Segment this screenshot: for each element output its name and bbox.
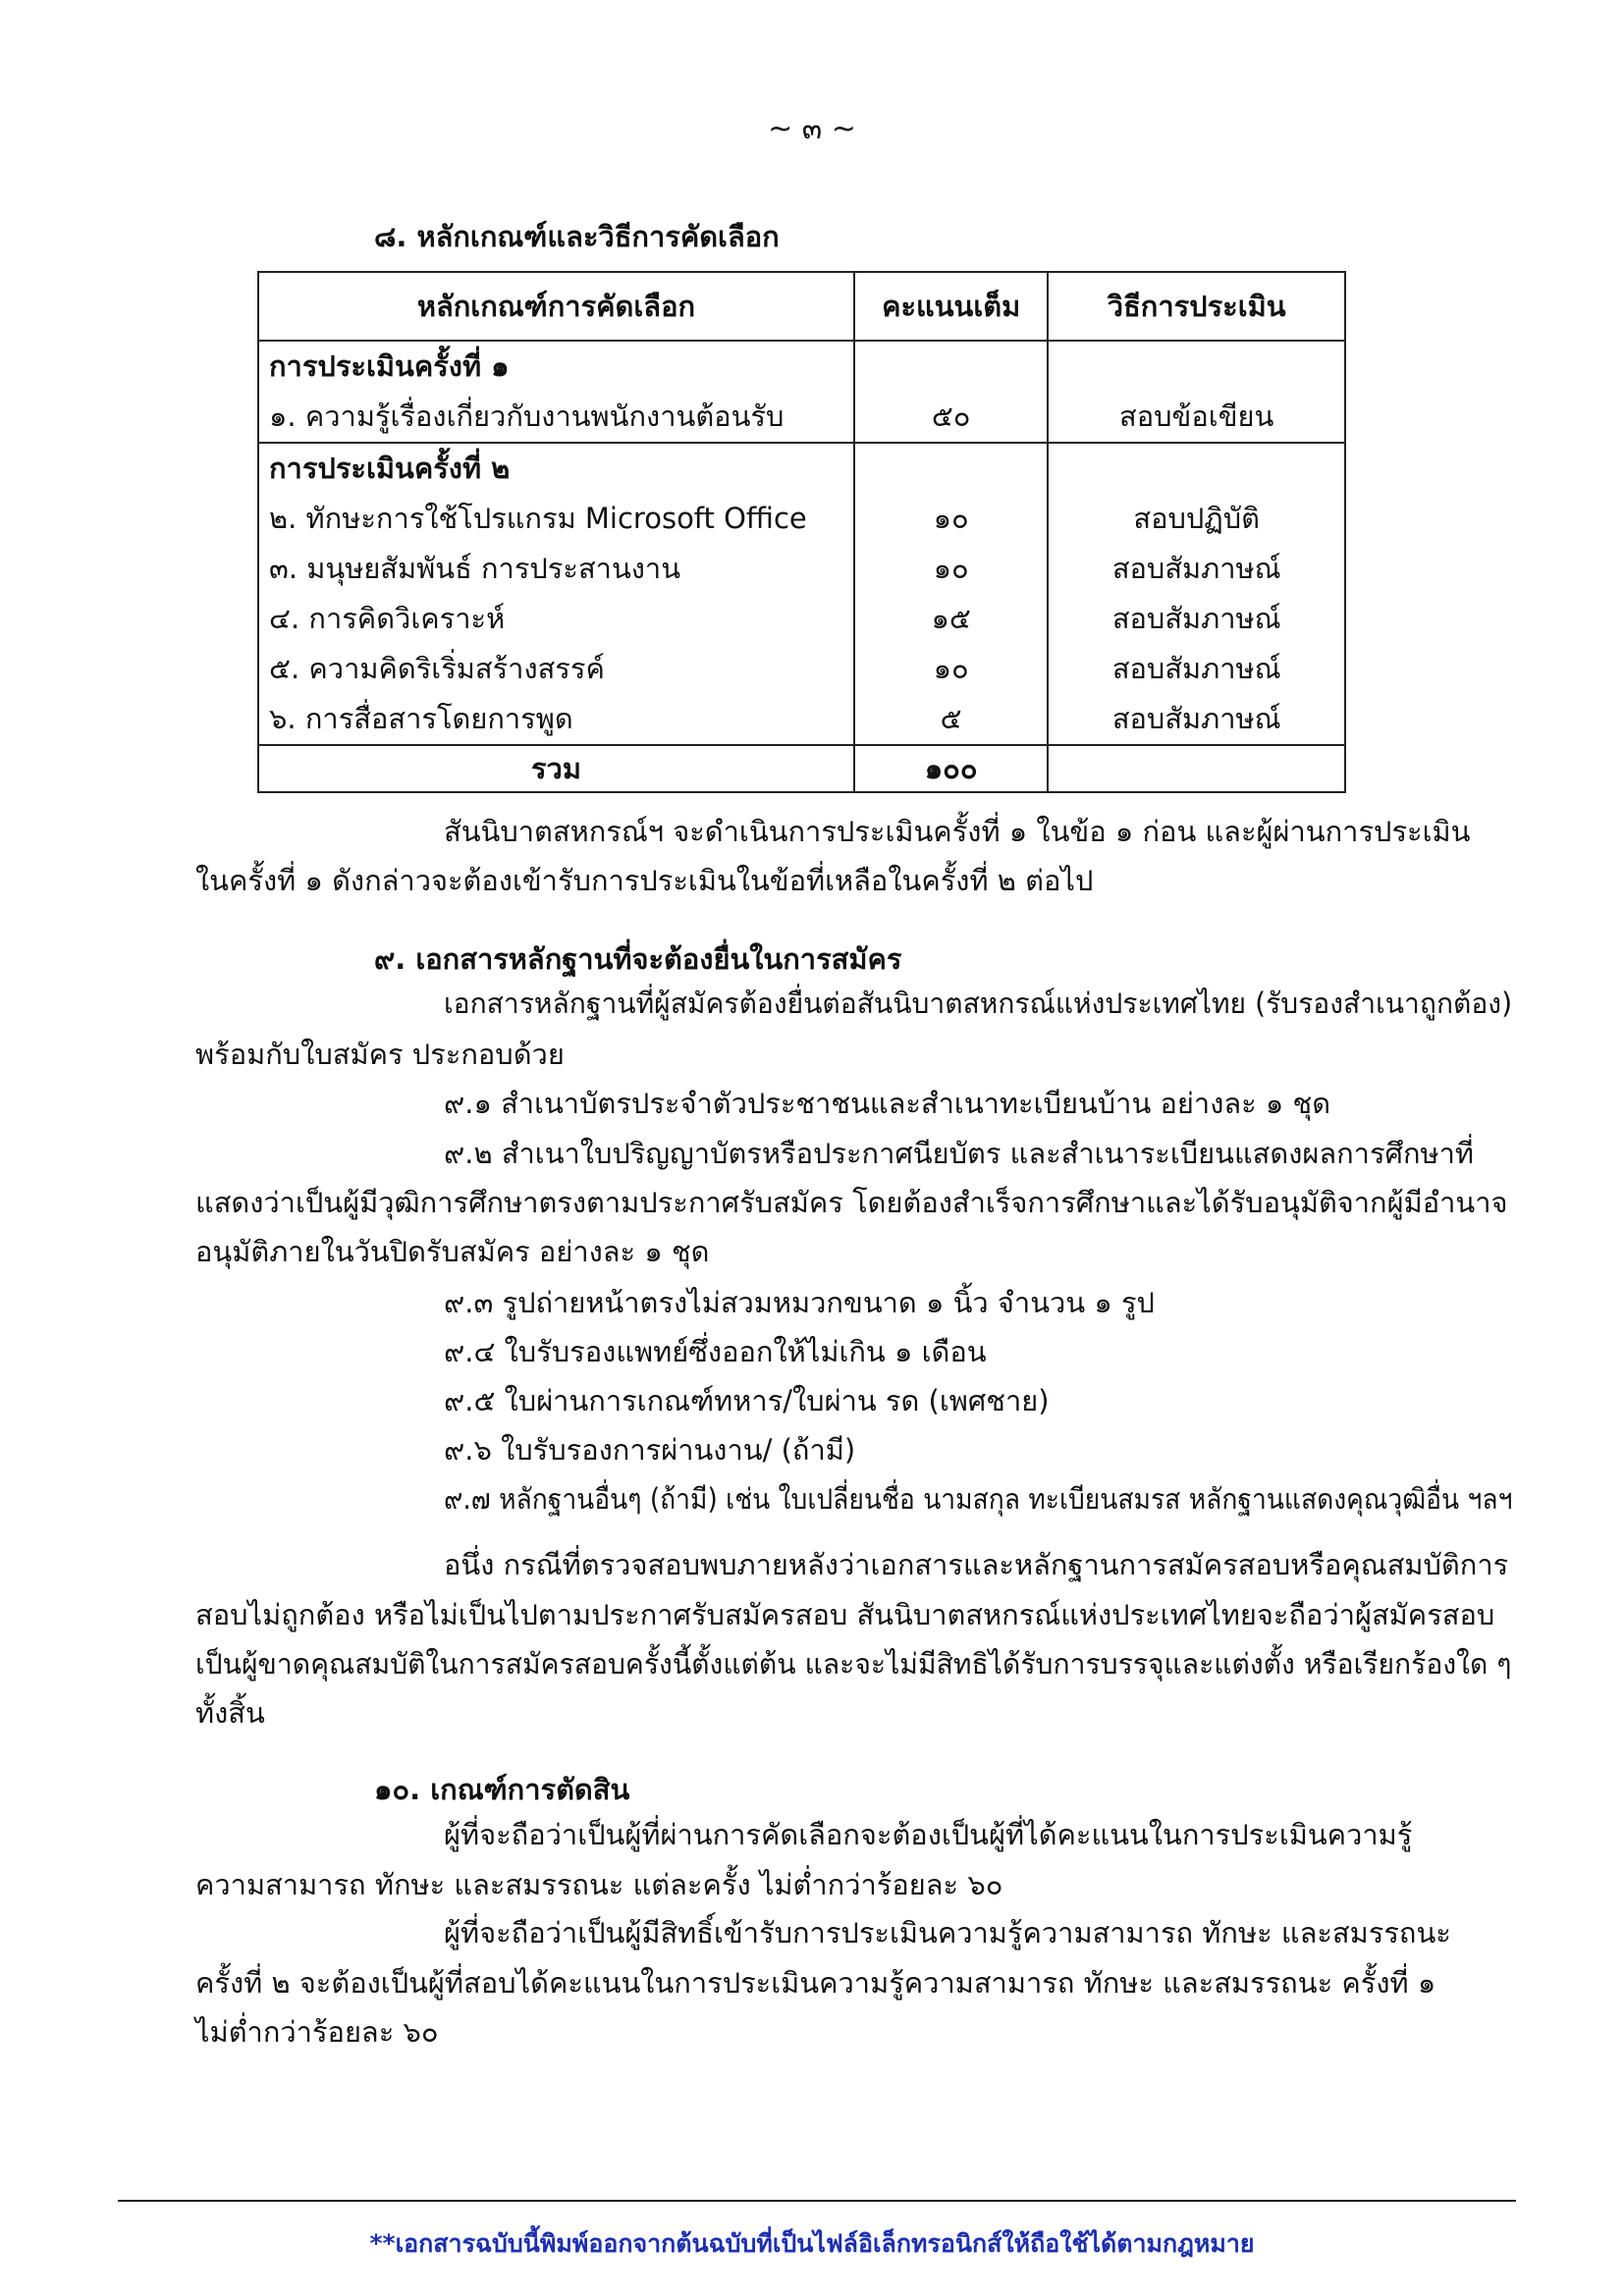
section-10-paragraph-line: ครั้งที่ ๒ จะต้องเป็นผู้ที่สอบได้คะแนนในการประเมินความรู้ความสามารถ ทักษะ และสมรรถนะ ครั้งที่ ๑	[195, 1966, 1436, 2000]
method-value: สอบปฏิบัติ	[1133, 502, 1261, 535]
section-9-heading: ๙. เอกสารหลักฐานที่จะต้องยื่นในการสมัคร	[374, 942, 902, 976]
section-9-note-line: อนึ่ง กรณีที่ตรวจสอบพบภายหลังว่าเอกสารและหลักฐานการสมัครสอบหรือคุณสมบัติการ	[444, 1548, 1509, 1581]
criteria-table	[257, 271, 1346, 793]
header-criteria: หลักเกณฑ์การคัดเลือก	[258, 272, 854, 341]
method-value: สอบสัมภาษณ์	[1111, 652, 1281, 685]
document-list-item: ๙.๖ ใบรับรองการผ่านงาน/ (ถ้ามี)	[444, 1433, 856, 1467]
score-value: ๑๐	[933, 552, 969, 585]
section-9-intro-line: พร้อมกับใบสมัคร ประกอบด้วย	[195, 1038, 565, 1071]
group-1-title: การประเมินครั้งที่ ๑	[269, 349, 510, 383]
table-header-row	[258, 272, 1345, 341]
document-list-item: ๙.๗ หลักฐานอื่นๆ (ถ้ามี) เช่น ใบเปลี่ยนชื่อ นามสกุล ทะเบียนสมรส หลักฐานแสดงคุณวุฒิอื่น ฯลฯ	[444, 1482, 1513, 1516]
section-10-paragraph-line: ผู้ที่จะถือว่าเป็นผู้ที่ผ่านการคัดเลือกจะต้องเป็นผู้ที่ได้คะแนนในการประเมินความรู้	[444, 1818, 1413, 1851]
method-value: สอบข้อเขียน	[1119, 400, 1274, 433]
total-row	[258, 745, 1345, 792]
section-10-paragraph-line: ไม่ต่ำกว่าร้อยละ ๖๐	[195, 2015, 439, 2049]
score-value: ๕	[940, 702, 962, 735]
page-number: ~ ๓ ~	[768, 112, 856, 146]
score-value: ๑๐	[933, 652, 969, 685]
criteria-item: ๓. มนุษยสัมพันธ์ การประสานงาน	[269, 552, 681, 585]
criteria-item: ๕. ความคิดริเริ่มสร้างสรรค์	[269, 652, 605, 685]
section-9-intro-line: เอกสารหลักฐานที่ผู้สมัครต้องยื่นต่อสันนิบาตสหกรณ์แห่งประเทศไทย (รับรองสำเนาถูกต้อง)	[444, 987, 1513, 1020]
section-10-heading: ๑๐. เกณฑ์การตัดสิน	[374, 1773, 630, 1806]
criteria-item: ๑. ความรู้เรื่องเกี่ยวกับงานพนักงานต้อนรับ	[269, 400, 785, 433]
document-list-item-continuation: อนุมัติภายในวันปิดรับสมัคร อย่างละ ๑ ชุด	[195, 1235, 710, 1268]
section-10-paragraph-line: ความสามารถ ทักษะ และสมรรถนะ แต่ละครั้ง ไม่ต่ำกว่าร้อยละ ๖๐	[195, 1868, 1003, 1901]
assessment-group-2	[258, 443, 1345, 745]
score-value: ๑๐	[933, 502, 969, 535]
score-value: ๕๐	[931, 400, 971, 433]
table-row	[258, 341, 1345, 443]
document-list-item: ๙.๒ สำเนาใบปริญญาบัตรหรือประกาศนียบัตร และสำเนาระเบียนแสดงผลการศึกษาที่	[444, 1137, 1475, 1170]
table-row	[258, 443, 1345, 745]
assessment-group-1	[258, 341, 1345, 443]
header-full-score: คะแนนเต็ม	[854, 272, 1049, 341]
criteria-item: ๔. การคิดวิเคราะห์	[269, 602, 506, 635]
method-value: สอบสัมภาษณ์	[1111, 602, 1281, 635]
section-10-paragraph-line: ผู้ที่จะถือว่าเป็นผู้มีสิทธิ์เข้ารับการประเมินความรู้ความสามารถ ทักษะ และสมรรถนะ	[444, 1916, 1451, 1949]
section-8-paragraph-line: ในครั้งที่ ๑ ดังกล่าวจะต้องเข้ารับการประเมินในข้อที่เหลือในครั้งที่ ๒ ต่อไป	[195, 864, 1094, 897]
section-8-heading: ๘. หลักเกณฑ์และวิธีการคัดเลือก	[374, 220, 780, 253]
document-list-item-continuation: แสดงว่าเป็นผู้มีวุฒิการศึกษาตรงตามประกาศรับสมัคร โดยต้องสำเร็จการศึกษาและได้รับอนุมัติจากผู้มีอำนาจ	[195, 1186, 1508, 1219]
section-9-note-line: ทั้งสิ้น	[195, 1696, 265, 1730]
method-value: สอบสัมภาษณ์	[1111, 702, 1281, 735]
footer-legal-note: **เอกสารฉบับนี้พิมพ์ออกจากต้นฉบับที่เป็นไฟล์อิเล็กทรอนิกส์ให้ถือใช้ได้ตามกฎหมาย	[369, 2229, 1255, 2258]
criteria-item: ๖. การสื่อสารโดยการพูด	[269, 702, 573, 735]
document-list-item: ๙.๑ สำเนาบัตรประจำตัวประชาชนและสำเนาทะเบียนบ้าน อย่างละ ๑ ชุด	[444, 1087, 1331, 1120]
document-list-item: ๙.๔ ใบรับรองแพทย์ซึ่งออกให้ไม่เกิน ๑ เดือน	[444, 1335, 987, 1368]
total-label: รวม	[258, 745, 854, 792]
score-value: ๑๕	[931, 602, 971, 635]
document-list-item: ๙.๕ ใบผ่านการเกณฑ์ทหาร/ใบผ่าน รด (เพศชาย)	[444, 1384, 1050, 1417]
section-9-note-line: เป็นผู้ขาดคุณสมบัติในการสมัครสอบครั้งนี้ตั้งแต่ต้น และจะไม่มีสิทธิได้รับการบรรจุและแต่งตั้ง หรือเรียกร้องใด ๆ	[195, 1647, 1512, 1681]
group-2-title: การประเมินครั้งที่ ๒	[269, 452, 511, 485]
total-score: ๑๐๐	[854, 745, 1049, 792]
section-8-paragraph-line: สันนิบาตสหกรณ์ฯ จะดำเนินการประเมินครั้งที่ ๑ ในข้อ ๑ ก่อน และผู้ผ่านการประเมิน	[444, 815, 1471, 848]
document-list-item: ๙.๓ รูปถ่ายหน้าตรงไม่สวมหมวกขนาด ๑ นิ้ว จำนวน ๑ รูป	[444, 1286, 1155, 1319]
footer-divider	[118, 2200, 1516, 2202]
method-value: สอบสัมภาษณ์	[1111, 552, 1281, 585]
criteria-item: ๒. ทักษะการใช้โปรแกรม Microsoft Office	[269, 502, 807, 535]
section-9-note-line: สอบไม่ถูกต้อง หรือไม่เป็นไปตามประกาศรับสมัครสอบ สันนิบาตสหกรณ์แห่งประเทศไทยจะถือว่าผู้สมัครสอบ	[195, 1598, 1495, 1631]
header-method: วิธีการประเมิน	[1048, 272, 1345, 341]
